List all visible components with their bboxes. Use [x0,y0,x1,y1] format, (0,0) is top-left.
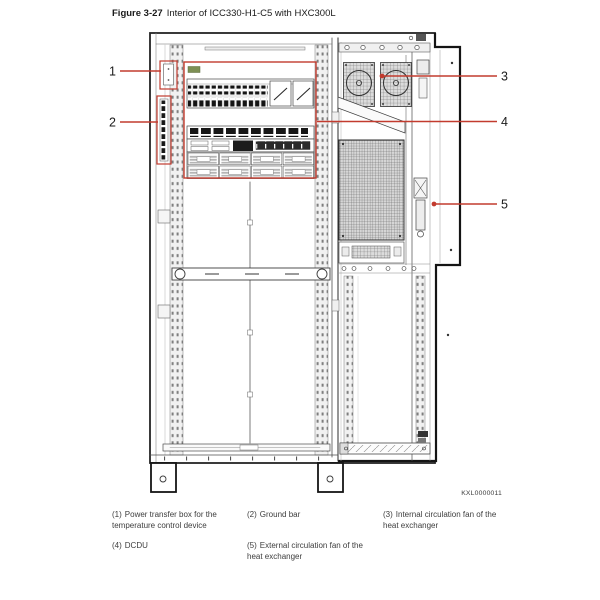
caption-3: (3) Internal circulation fan of the heat exchanger [383,510,497,530]
heat-exchanger-grille [339,140,404,240]
crossbar [172,268,330,280]
cabinet-feet [151,463,343,492]
drawing-id: KXL0000011 [461,490,502,497]
door-screw [447,334,449,336]
caption-4: (4) DCDU [112,541,148,550]
door-screw [450,249,452,251]
figure-title-text: Interior of ICC330-H1-C5 with HXC300L [166,8,336,19]
figure-label: Figure 3-27 [112,8,163,19]
internal-fan-grille-right [381,63,412,107]
breaker-row [187,79,314,108]
caption-2: (2) Ground bar [247,510,301,519]
callout-1-label: 1 [109,64,116,79]
internal-fan-grille-left [344,63,375,107]
label-badge [188,67,200,73]
callout-3-label: 3 [501,69,508,84]
top-support-rod [205,47,305,50]
callout-4-label: 4 [501,115,508,129]
callout-2-label: 2 [109,115,116,130]
side-tab [332,300,339,311]
interface-unit-row [187,139,314,152]
terminal-strip [187,126,314,139]
caption-1: (1) Power transfer box for the temperature control device [112,510,217,530]
left-mounting-rail [170,45,183,455]
top-fitting [416,34,426,41]
right-mounting-rail [315,45,328,455]
door-screw [451,62,453,64]
side-bracket [158,210,170,223]
callout-5-label: 5 [501,197,508,212]
power-module-grid [187,152,314,179]
lower-vent-panel [339,242,404,263]
caption-5: (5) External circulation fan of the heat exchanger [247,541,363,561]
side-bracket [158,305,170,318]
